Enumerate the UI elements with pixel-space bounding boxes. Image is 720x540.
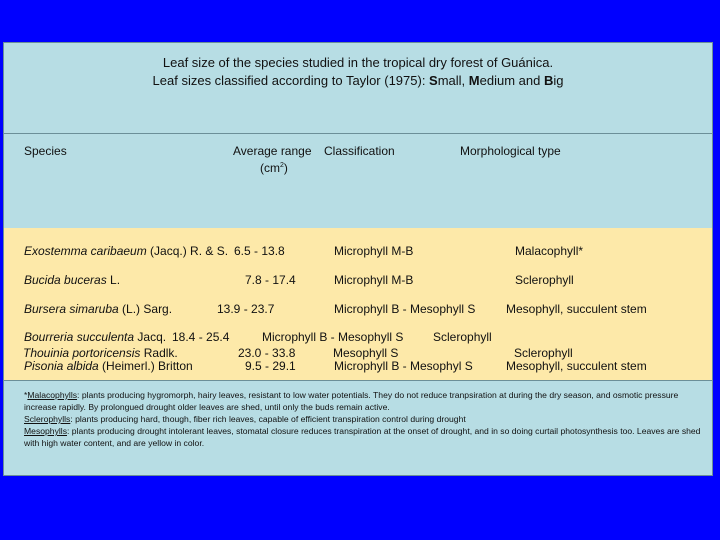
table-row-species	[24, 330, 166, 344]
species-author: Radlk.	[140, 346, 178, 360]
column-header-panel	[3, 134, 713, 228]
table-row-range: 23.0 - 33.8	[238, 346, 296, 360]
species-author: Jacq.	[134, 330, 167, 344]
medium-rest: edium and	[479, 73, 544, 88]
footnote-term-mesophylls: Mesophylls	[24, 426, 67, 436]
footnote-sclerophylls	[24, 413, 712, 425]
column-classification: Classification	[324, 144, 395, 158]
table-row-species	[23, 346, 178, 360]
species-author: (Heimerl.) Britton	[98, 359, 193, 373]
footnote-panel	[3, 380, 713, 476]
table-row-morphological-type: Sclerophyll	[515, 273, 574, 287]
table-row-range: 18.4 - 25.4	[172, 330, 230, 344]
table-row-morphological-type: Malacophyll*	[515, 244, 584, 258]
table-row-species	[24, 273, 120, 287]
table-row-classification: Microphyll M-B	[334, 244, 414, 258]
footnote-text-mesophylls: : plants producing drought intolerant leaves, stomatal closure reduces transpiration at the onset of drought, and in so doing curtail photosynthesis too. Leaves are shed with high water content, and are yellow in color.	[24, 426, 701, 448]
column-species: Species	[24, 144, 67, 158]
title-panel	[3, 42, 713, 134]
big-rest: ig	[553, 73, 564, 88]
table-row-morphological-type: Sclerophyll	[433, 330, 492, 344]
range-unit: (cm	[260, 161, 280, 175]
species-name: Bursera simaruba	[24, 302, 119, 316]
footnote-term-sclerophylls: Sclerophylls	[24, 414, 71, 424]
species-name: Bourreria succulenta	[24, 330, 135, 344]
small-rest: mall,	[437, 73, 469, 88]
table-row-range: 13.9 - 23.7	[217, 302, 275, 316]
title-line-2-prefix: Leaf sizes classified according to Taylor (1975):	[152, 73, 430, 88]
table-row-range: 6.5 - 13.8	[234, 244, 285, 258]
footnote-text-malacophylls: : plants producing hygromorph, hairy leaves, resistant to low water potentials. They do not reduce tranpsiration at during the dry season, and osmotic pressure increase rapidly. By prolongued drought older leaves are shed, until only the buds remain active.	[24, 390, 679, 412]
footnote-term-malacophylls: Malacophylls	[27, 390, 78, 400]
footnote-mesophylls	[24, 425, 712, 449]
column-morphological-type: Morphological type	[460, 144, 561, 158]
table-row-classification: Microphyll B - Mesophyll S	[262, 330, 404, 344]
table-row-classification: Microphyll B - Mesophyll S	[334, 302, 476, 316]
table-row-morphological-type: Mesophyll, succulent stem	[506, 359, 647, 373]
small-initial: S	[429, 73, 438, 88]
table-row-morphological-type: Sclerophyll	[514, 346, 573, 360]
big-initial: B	[543, 73, 554, 88]
table-row-species	[24, 244, 228, 258]
table-row-classification: Microphyll M-B	[334, 273, 414, 287]
footnote-text-sclerophylls: : plants producing hard, though, fiber rich leaves, capable of efficient transpiration control during drought	[70, 414, 466, 424]
species-author: (L.) Sarg.	[118, 302, 173, 316]
range-unit-close: )	[283, 161, 288, 175]
table-row-species	[24, 302, 172, 316]
species-author: (Jacq.) R. & S.	[146, 244, 229, 258]
title-line-1: Leaf size of the species studied in the tropical dry forest of Guánica.	[162, 55, 554, 70]
table-row-classification: Mesophyll S	[333, 346, 399, 360]
table-row-morphological-type: Mesophyll, succulent stem	[506, 302, 647, 316]
footnote-marker: *	[24, 390, 28, 400]
species-name: Exostemma caribaeum	[24, 244, 147, 258]
species-name: Pisonia albida	[24, 359, 99, 373]
species-name: Thouinia portoricensis	[23, 346, 141, 360]
column-average-range-unit	[260, 161, 288, 175]
column-average-range: Average range	[233, 144, 312, 158]
range-unit-exponent: 2	[280, 162, 284, 169]
table-row-species	[24, 359, 193, 373]
table-row-classification: Microphyll B - Mesophyl S	[334, 359, 473, 373]
slide	[3, 42, 713, 476]
title-line-2	[4, 72, 712, 90]
table-row-range: 7.8 - 17.4	[245, 273, 296, 287]
table-row-range: 9.5 - 29.1	[245, 359, 296, 373]
species-author: L.	[106, 273, 121, 287]
footnote-malacophylls	[24, 389, 712, 413]
medium-initial: M	[468, 73, 480, 88]
species-name: Bucida buceras	[24, 273, 107, 287]
